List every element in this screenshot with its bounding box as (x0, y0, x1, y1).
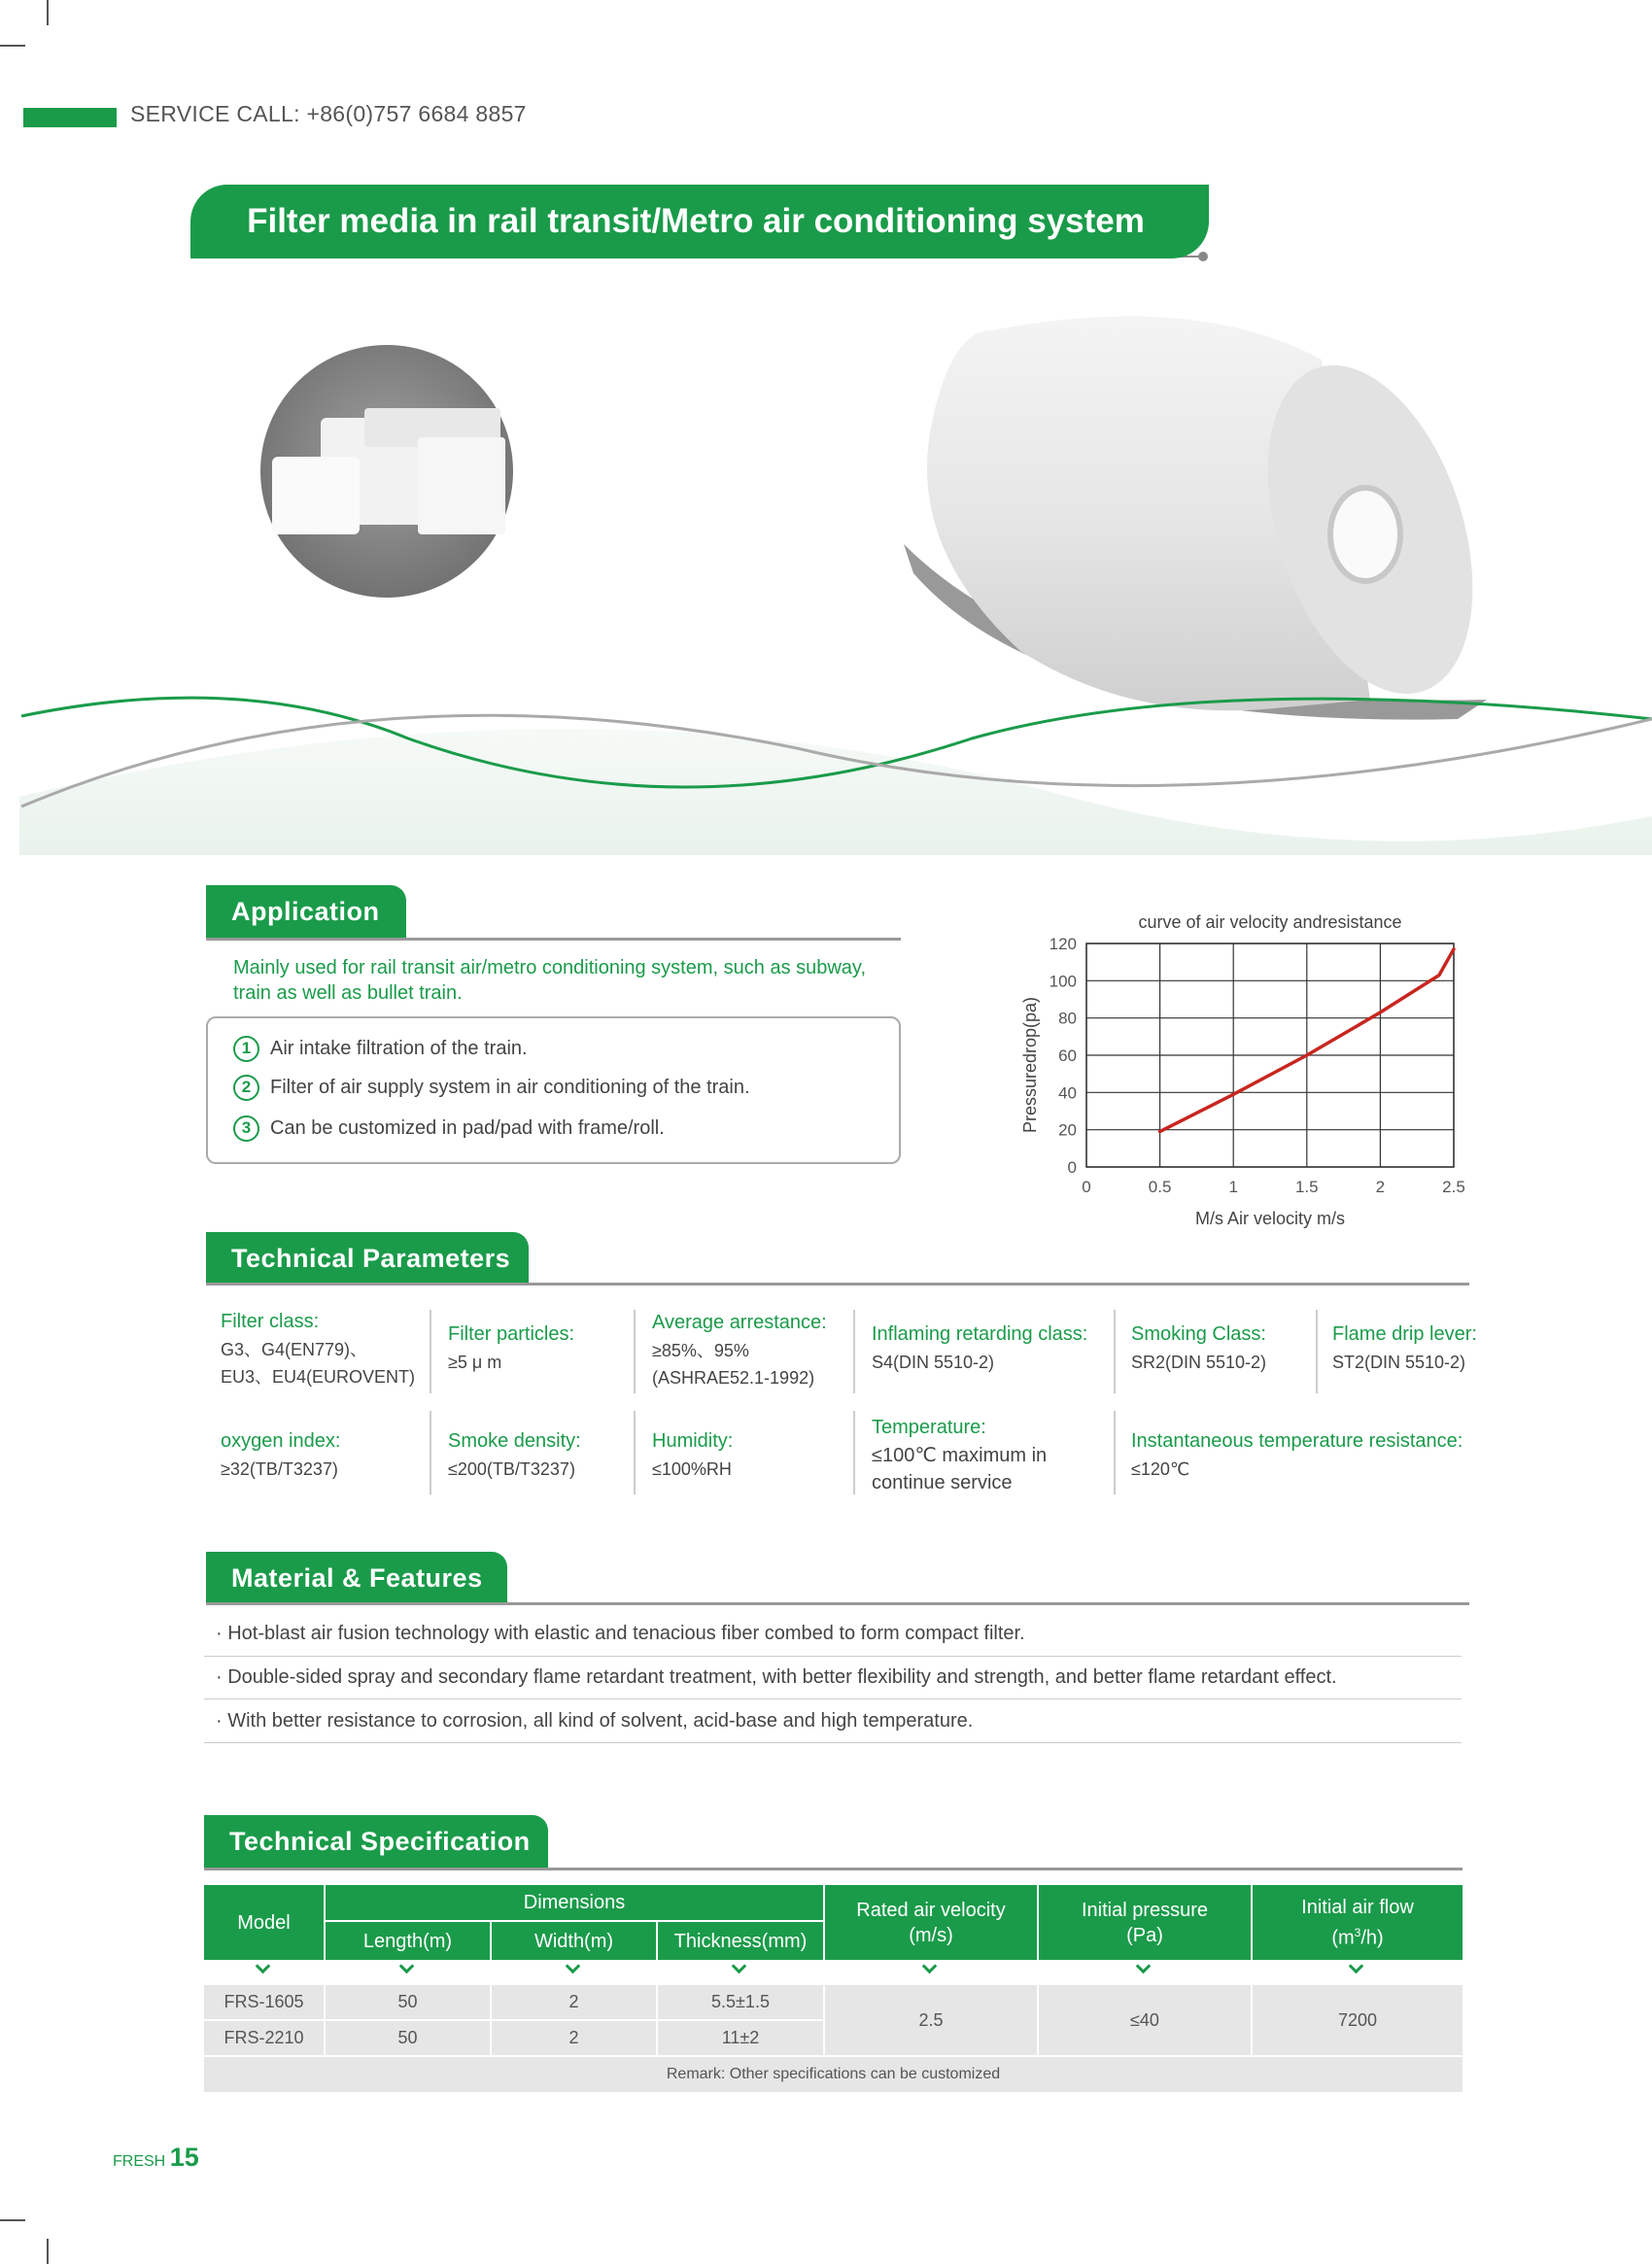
param-value: S4(DIN 5510-2) (872, 1353, 995, 1372)
header-rated-velocity (825, 1885, 1037, 1960)
feature-item: · With better resistance to corrosion, all kind of solvent, acid-base and high temperature. (216, 1710, 974, 1732)
param-label: Instantaneous temperature resistance: (1131, 1430, 1463, 1452)
chevron-down-icon (732, 1959, 747, 1974)
cell-length: 50 (326, 1985, 490, 2019)
param-value: ≤100℃ maximum in (872, 1445, 1048, 1466)
y-axis-label: Pressuredrop(pa) (1020, 996, 1040, 1134)
y-tick-label: 40 (1058, 1083, 1077, 1103)
header-width: Width(m) (492, 1922, 656, 1960)
column-separator (634, 1310, 636, 1393)
param-value: ST2(DIN 5510-2) (1332, 1353, 1466, 1372)
param-value: ≥5 μ m (448, 1353, 502, 1372)
header-initial-pressure (1039, 1885, 1251, 1960)
param-smoking-class (1131, 1320, 1266, 1376)
superscript: 3 (1354, 1925, 1361, 1939)
y-tick-label: 0 (1067, 1158, 1077, 1177)
cell-velocity: 2.5 (825, 1985, 1037, 2055)
x-tick-label: 2 (1375, 1178, 1386, 1196)
filter-samples-image (260, 345, 513, 598)
chevron-down-icon (566, 1959, 581, 1974)
param-value: EU3、EU4(EUROVENT) (221, 1367, 416, 1387)
param-value: ≤200(TB/T3237) (448, 1459, 575, 1479)
header-thickness: Thickness(mm) (658, 1922, 823, 1960)
footer-brand: FRESH (113, 2153, 166, 2170)
resistance-chart (1011, 899, 1487, 1239)
feature-separator (204, 1698, 1462, 1699)
column-separator (853, 1411, 855, 1494)
param-label: Smoke density: (448, 1430, 581, 1452)
param-humidity (652, 1426, 733, 1483)
chevron-down-icon (1136, 1959, 1152, 1974)
param-label: Inflaming retarding class: (872, 1323, 1088, 1345)
section-divider (206, 1283, 1469, 1286)
y-tick-label: 120 (1049, 935, 1077, 953)
technical-parameters-heading: Technical Parameters (206, 1232, 529, 1285)
header-text (1331, 1920, 1383, 1951)
param-instantaneous-temperature (1131, 1426, 1463, 1483)
feature-separator (204, 1742, 1462, 1743)
feature-separator (204, 1656, 1462, 1657)
page-title: Filter media in rail transit/Metro air conditioning system (247, 202, 1145, 240)
header-text: Initial pressure (1081, 1899, 1209, 1921)
number-badge: 3 (233, 1115, 259, 1142)
param-filter-class (221, 1307, 415, 1390)
param-smoke-density (448, 1426, 581, 1483)
section-divider (206, 938, 901, 941)
cell-thickness: 11±2 (658, 2021, 823, 2055)
param-inflaming-retarding (872, 1320, 1087, 1376)
crop-mark (47, 0, 49, 25)
param-value: (ASHRAE52.1-1992) (652, 1368, 815, 1388)
x-tick-label: 0 (1082, 1178, 1091, 1196)
section-divider (204, 1868, 1463, 1870)
cell-length: 50 (326, 2021, 490, 2055)
material-features-heading: Material & Features (206, 1552, 507, 1604)
column-separator (1114, 1310, 1116, 1393)
column-separator (853, 1310, 855, 1393)
feature-item: · Hot-blast air fusion technology with elastic and tenacious fiber combed to form compact filter. (216, 1623, 1025, 1644)
application-item-text: Filter of air supply system in air conditioning of the train. (270, 1077, 750, 1098)
param-label: oxygen index: (221, 1430, 341, 1452)
column-separator (1114, 1411, 1116, 1494)
table-remark: Remark: Other specifications can be customized (204, 2057, 1463, 2092)
y-tick-label: 80 (1058, 1009, 1077, 1028)
param-value: SR2(DIN 5510-2) (1131, 1353, 1267, 1372)
hero-visual (0, 292, 1652, 855)
chevron-down-icon (256, 1959, 271, 1974)
header-length: Length(m) (326, 1922, 490, 1960)
application-description-line: train as well as bullet train. (233, 982, 463, 1004)
x-tick-label: 1.5 (1294, 1178, 1319, 1196)
application-description-line: Mainly used for rail transit air/metro conditioning system, such as subway, (233, 957, 867, 978)
param-temperature (872, 1413, 1047, 1496)
cell-pressure: ≤40 (1039, 1985, 1251, 2055)
application-item-text: Can be customized in pad/pad with frame/roll. (270, 1117, 665, 1139)
section-divider (206, 1602, 1469, 1605)
crop-mark (0, 45, 25, 47)
application-item-text: Air intake filtration of the train. (270, 1038, 528, 1059)
param-value: ≥32(TB/T3237) (221, 1459, 338, 1479)
cell-model: FRS-2210 (204, 2021, 324, 2055)
param-label: Temperature: (872, 1417, 986, 1438)
chart-title: curve of air velocity andresistance (1138, 912, 1402, 932)
page-number: 15 (169, 2143, 199, 2172)
param-label: Humidity: (652, 1430, 734, 1452)
param-oxygen-index (221, 1426, 340, 1483)
chevron-down-icon (922, 1959, 938, 1974)
cell-model: FRS-1605 (204, 1985, 324, 2019)
cell-thickness: 5.5±1.5 (658, 1985, 823, 2019)
param-value: ≥85%、95% (652, 1341, 749, 1360)
column-separator (430, 1411, 431, 1494)
param-value: ≤100%RH (652, 1459, 732, 1479)
column-separator (634, 1411, 636, 1494)
param-label: Flame drip lever: (1332, 1323, 1477, 1345)
param-flame-drip (1332, 1320, 1477, 1376)
header-text: (Pa) (1126, 1924, 1163, 1946)
crop-mark (47, 2239, 49, 2264)
chevron-down-icon (1349, 1959, 1364, 1974)
param-value: continue service (872, 1472, 1013, 1493)
header-text: (m/s) (909, 1924, 953, 1946)
param-filter-particles (448, 1320, 574, 1376)
y-tick-label: 60 (1058, 1046, 1077, 1065)
header-text-part: (m (1331, 1927, 1355, 1949)
service-call: SERVICE CALL: +86(0)757 6684 8857 (130, 101, 527, 126)
x-axis-label: M/s Air velocity m/s (1194, 1209, 1346, 1228)
application-item (233, 1115, 665, 1142)
param-value: ≤120℃ (1131, 1459, 1190, 1479)
crop-mark (0, 2219, 25, 2221)
feature-item: · Double-sided spray and secondary flame retardant treatment, with better flexibility and strength, and better flame retardant effect. (216, 1666, 1337, 1688)
param-average-arrestance (652, 1308, 827, 1391)
cell-width: 2 (492, 1985, 656, 2019)
service-bar (23, 108, 117, 127)
param-label: Smoking Class: (1131, 1323, 1266, 1345)
y-tick-label: 20 (1058, 1120, 1077, 1140)
header-text-part: /h) (1360, 1927, 1384, 1949)
param-label: Average arrestance: (652, 1312, 827, 1333)
page-footer (113, 2143, 199, 2173)
technical-specification-heading: Technical Specification (204, 1815, 548, 1868)
header-text: Initial air flow (1301, 1896, 1414, 1918)
chevron-down-icon (399, 1959, 415, 1974)
x-tick-label: 2.5 (1442, 1178, 1465, 1196)
param-label: Filter particles: (448, 1323, 575, 1345)
param-value: G3、G4(EN779)、 (221, 1340, 368, 1359)
x-tick-label: 1 (1228, 1178, 1238, 1196)
application-item (233, 1036, 528, 1062)
x-tick-label: 0.5 (1148, 1178, 1172, 1196)
number-badge: 1 (233, 1036, 259, 1062)
application-description (233, 955, 913, 1006)
header-model: Model (204, 1885, 324, 1960)
y-tick-label: 100 (1049, 972, 1077, 991)
header-initial-air-flow (1253, 1885, 1463, 1960)
column-separator (1316, 1310, 1318, 1393)
application-item (233, 1075, 750, 1101)
header-text: Rated air velocity (856, 1899, 1006, 1921)
param-label: Filter class: (221, 1311, 320, 1332)
cell-air-flow: 7200 (1253, 1985, 1463, 2055)
column-separator (430, 1310, 431, 1393)
number-badge: 2 (233, 1075, 259, 1101)
filter-roll-image (904, 316, 1510, 719)
header-dimensions: Dimensions (326, 1885, 823, 1920)
cell-width: 2 (492, 2021, 656, 2055)
application-heading: Application (206, 885, 406, 938)
